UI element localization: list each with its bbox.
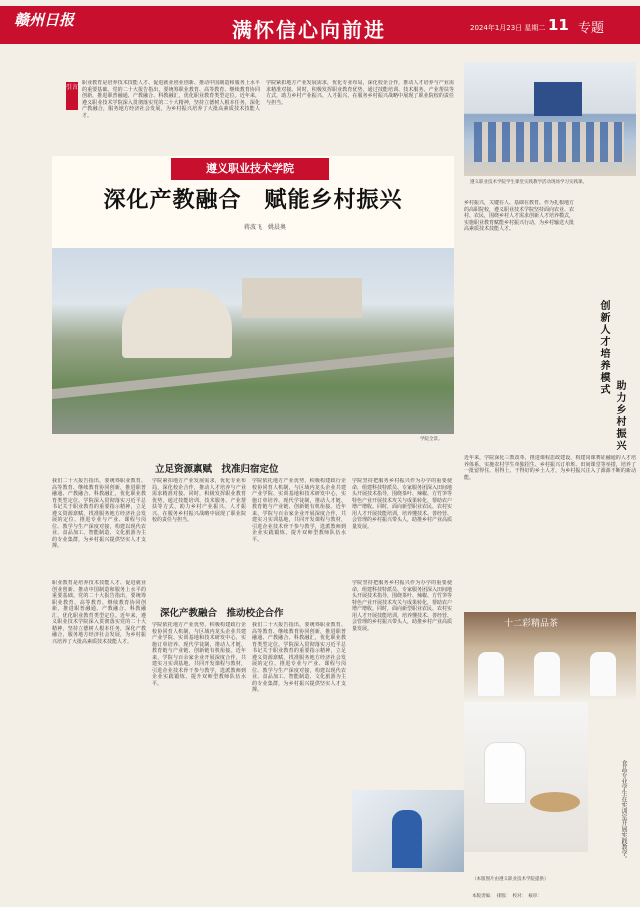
author-byline: 蒋波飞 姚晨奥 [244,224,287,231]
side-title-1: 创新人才培养模式 [598,300,609,396]
main-headline: 深化产教融合 赋能乡村振兴 [103,188,403,213]
road-icon [52,347,454,399]
students-icon [474,122,624,162]
intro-tag: 引言 [66,82,78,110]
right-column-text-2: 近年来，学院深化三教改革，推进课程思政建设，构建岗课赛证融通的人才培养体系，实施农村学生单独招生、乡村振兴订单班、田间课堂等举措，培养了一批留得住、用得上、干得好的乡土人才，为乡村振兴注入了源源不断的新动能。 [464,455,636,481]
page-number: 11 [548,16,569,34]
food-lab-photo [464,612,636,700]
intro-column-1: 职业教育是培养技术技能人才、促进就业创业创新、推动中国制造和服务上水平的重要基础。党的二十大报告指出，要统筹职业教育、高等教育、继续教育协同创新，推进职普融通、产教融合、科教融汇，优化职业教育类型定位。近年来，遵义职业技术学院深入贯彻落实党的二十大精神，坚持立德树人根本任务，深化产教融合，服务地方经济社会发展，为乡村振兴培养了大批高素质技术技能人才。 [82,80,260,119]
campus-photo-caption: 学院全景。 [420,437,443,442]
chef-icon [484,742,526,804]
student-photo [352,790,464,872]
section-2-title: 深化产教融合 推动校企合作 [160,608,284,619]
newspaper-logo: 赣州日报 [14,11,75,29]
worker-icon [534,652,560,696]
classroom-photo [464,62,636,176]
section-2-column-2: 我们二十大报告指出，要统筹职业教育、高等教育、继续教育协同创新，推进职普融通、产教融合、科教融汇，优化职业教育类型定位。学院深入贯彻落实习近平总书记关于职业教育的重要指示精神，立足遵义资源禀赋，找准服务地方经济社会发展的定位，推进专业与产业、课程与岗位、教学与生产深度对接，构建以现代农业、食品加工、智能制造、文化旅游为主的专业集群，为乡村振兴提供坚实人才支撑。 [252,622,346,693]
worker-icon [478,652,504,696]
campus-photo [52,248,454,434]
classroom-photo-caption: 遵义职业技术学院学生课堂实践教学活动现场学习实践课。 [470,180,587,185]
building-icon [242,278,362,318]
side-title-2: 助力乡村振兴 [614,380,625,452]
section-1-column-2: 学院紧扣地方产业发展需求，优化专业布局，深化校企合作，推动人才培养与产业需求精准对接。同时，积极发挥职业教育优势，通过技能培训、技术服务、产业帮扶等方式，助力乡村产业振兴、人才振兴，在服务乡村振兴战略中展现了职业院校的责任与担当。 [152,478,246,523]
issue-date: 2024年1月23日 星期二 [470,24,546,32]
column-1-text: 职业教育是培养技术技能人才、促进就业创业创新、推动中国制造和服务上水平的重要基础。党的二十大报告指出，要统筹职业教育、高等教育、继续教育协同创新，推进职普融通、产教融合、科教融汇，优化职业教育类型定位。近年来，遵义职业技术学院深入贯彻落实党的二十大精神，坚持立德树人根本任务，深化产教融合，服务地方经济社会发展，为乡村振兴培养了大批高素质技术技能人才。 [52,580,146,645]
kitchen-photo-caption: 食品专业学生在实训室开展实践教学。 [620,760,627,862]
screen-icon [534,82,582,116]
intro-column-2: 学院紧扣地方产业发展需求，优化专业布局，深化校企合作，推动人才培养与产业需求精准对接。同时，积极发挥职业教育优势，通过技能培训、技术服务、产业帮扶等方式，助力乡村产业振兴、人才振兴，在服务乡村振兴战略中展现了职业院校的责任与担当。 [266,80,454,106]
wok-icon [530,792,580,812]
kitchen-photo [464,702,588,852]
student-icon [392,810,422,868]
building-icon [122,288,232,358]
page-title: 满怀信心向前进 [232,18,386,42]
section-1-column-3: 学院依托地方产业优势，积极构建政行企校协同育人机制，与区域内龙头企业共建产业学院、实训基地和技术研发中心，实施订单培养、现代学徒制，推动人才链、教育链与产业链、创新链有机衔接。近年来，学院与百余家企业开展深度合作，共建实习实训基地，共同开发课程与教材，引进企业技术骨干参与教学，选派教师到企业实践锻炼，提升双师型教师队伍水平。 [252,478,346,543]
school-name: 遵义职业技术学院 [171,158,329,180]
section-1-column-1: 我们二十大报告指出，要统筹职业教育、高等教育、继续教育协同创新，推进职普融通、产教融合、科教融汇，优化职业教育类型定位。学院深入贯彻落实习近平总书记关于职业教育的重要指示精神，立足遵义资源禀赋，找准服务地方经济社会发展的定位，推进专业与产业、课程与岗位、教学与生产深度对接，构建以现代农业、食品加工、智能制造、文化旅游为主的专业集群，为乡村振兴提供坚实人才支撑。 [52,478,146,549]
worker-icon [590,652,616,696]
section-2-column-3: 学院坚持把服务乡村振兴作为办学的重要使命，组建科技特派员、专家服务团深入田间地头开展技术指导，围绕茶叶、辣椒、方竹笋等特色产业开展技术攻关与成果转化，帮助农户增产增收。同时，面向新型职业农民、农村实用人才开展技能培训，培养懂技术、善经营、会管理的乡村振兴带头人，助推乡村产业高质量发展。 [352,580,452,632]
editorial-credits: 本版责编： 排版： 校对： 核审： [472,894,542,899]
right-column-text-1: 乡村振兴，关键在人、基础在教育。作为扎根地方的高职院校，遵义职业技术学院坚持面向农业、农村、农民，围绕乡村人才需求创新人才培养模式，实施职业教育赋能乡村振兴行动，为乡村输送大批高素质技术技能人才。 [464,200,574,232]
section-1-column-4: 学院坚持把服务乡村振兴作为办学的重要使命，组建科技特派员、专家服务团深入田间地头开展技术指导，围绕茶叶、辣椒、方竹笋等特色产业开展技术攻关与成果转化，帮助农户增产增收。同时，面向新型职业农民、农村实用人才开展技能培训，培养懂技术、善经营、会管理的乡村振兴带头人，助推乡村产业高质量发展。 [352,478,452,530]
photo-credit: （本版图片由遵义职业技术学院提供） [472,877,549,882]
lab-sign: 十二彩精品茶 [504,619,559,629]
section-2-column-1: 学院依托地方产业优势，积极构建政行企校协同育人机制，与区域内龙头企业共建产业学院、实训基地和技术研发中心，实施订单培养、现代学徒制，推动人才链、教育链与产业链、创新链有机衔接。近年来，学院与百余家企业开展深度合作，共建实习实训基地，共同开发课程与教材，引进企业技术骨干参与教学，选派教师到企业实践锻炼，提升双师型教师队伍水平。 [152,622,246,687]
section-label: 专题 [578,21,605,36]
section-1-title: 立足资源禀赋 找准归宿定位 [155,464,279,475]
